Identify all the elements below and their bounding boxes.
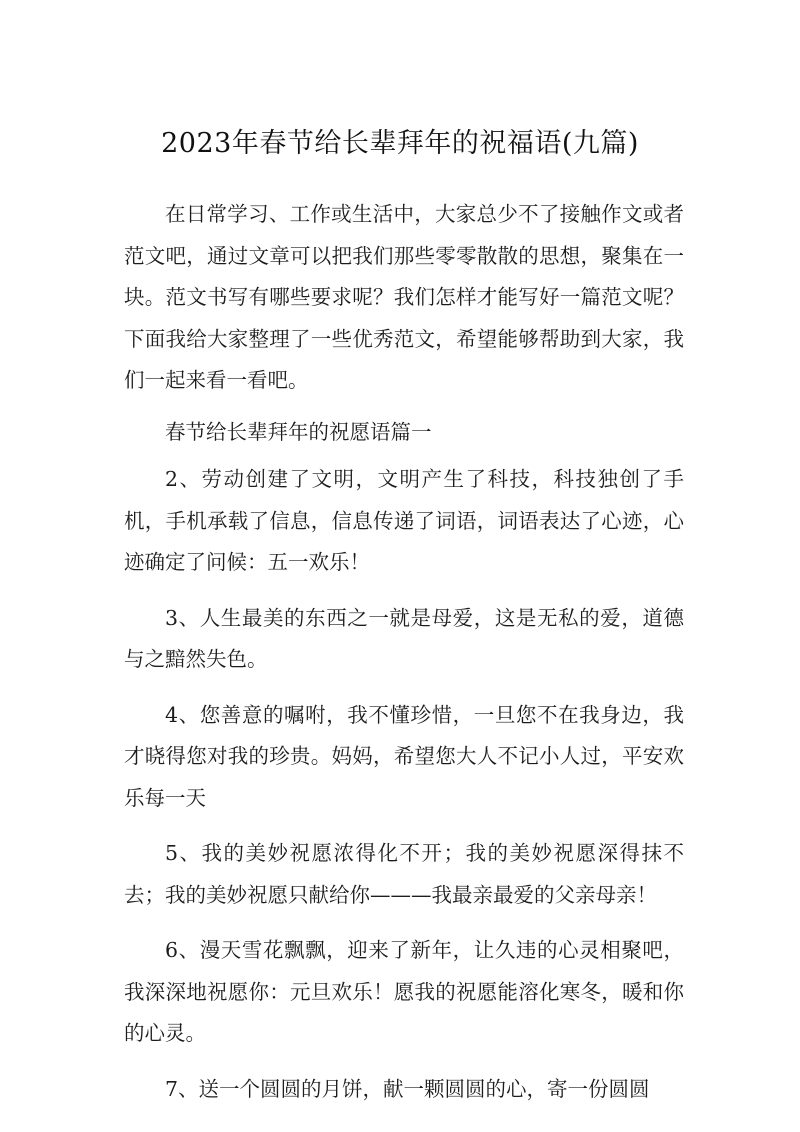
section-heading: 春节给长辈拜年的祝愿语篇一 — [165, 419, 432, 444]
blessing-item-6: 6、漫天雪花飘飘，迎来了新年，让久违的心灵相聚吧，我深深地祝愿你：元旦欢乐！愿我的祝愿能溶化寒冬，暖和你的心灵。 — [124, 938, 684, 1045]
blessing-item-5: 5、我的美妙祝愿浓得化不开；我的美妙祝愿深得抹不去；我的美妙祝愿只献给你———我最亲最爱的父亲母亲！ — [124, 841, 684, 907]
document-body — [124, 194, 684, 1124]
document-title: 2023年春节给长辈拜年的祝福语(九篇) — [161, 128, 639, 159]
blessing-item-3: 3、人生最美的东西之一就是母爱，这是无私的爱，道德与之黯然失色。 — [124, 605, 684, 671]
blessing-item-7: 7、送一个圆圆的月饼，献一颗圆圆的心，寄一份圆圆 — [165, 1076, 650, 1101]
blessing-item-2: 2、劳动创建了文明，文明产生了科技，科技独创了手机，手机承载了信息，信息传递了词语，词语表达了心迹，心迹确定了问候：五一欢乐！ — [124, 467, 684, 574]
intro-paragraph: 在日常学习、工作或生活中，大家总少不了接触作文或者范文吧，通过文章可以把我们那些零零散散的思想，聚集在一块。范文书写有哪些要求呢？我们怎样才能写好一篇范文呢？下面我给大家整理了一些优秀范文，希望能够帮助到大家，我们一起来看一看吧。 — [124, 202, 684, 392]
blessing-item-4: 4、您善意的嘱咐，我不懂珍惜，一旦您不在我身边，我才晓得您对我的珍贵。妈妈，希望您大人不记小人过，平安欢乐每一天 — [124, 702, 684, 810]
